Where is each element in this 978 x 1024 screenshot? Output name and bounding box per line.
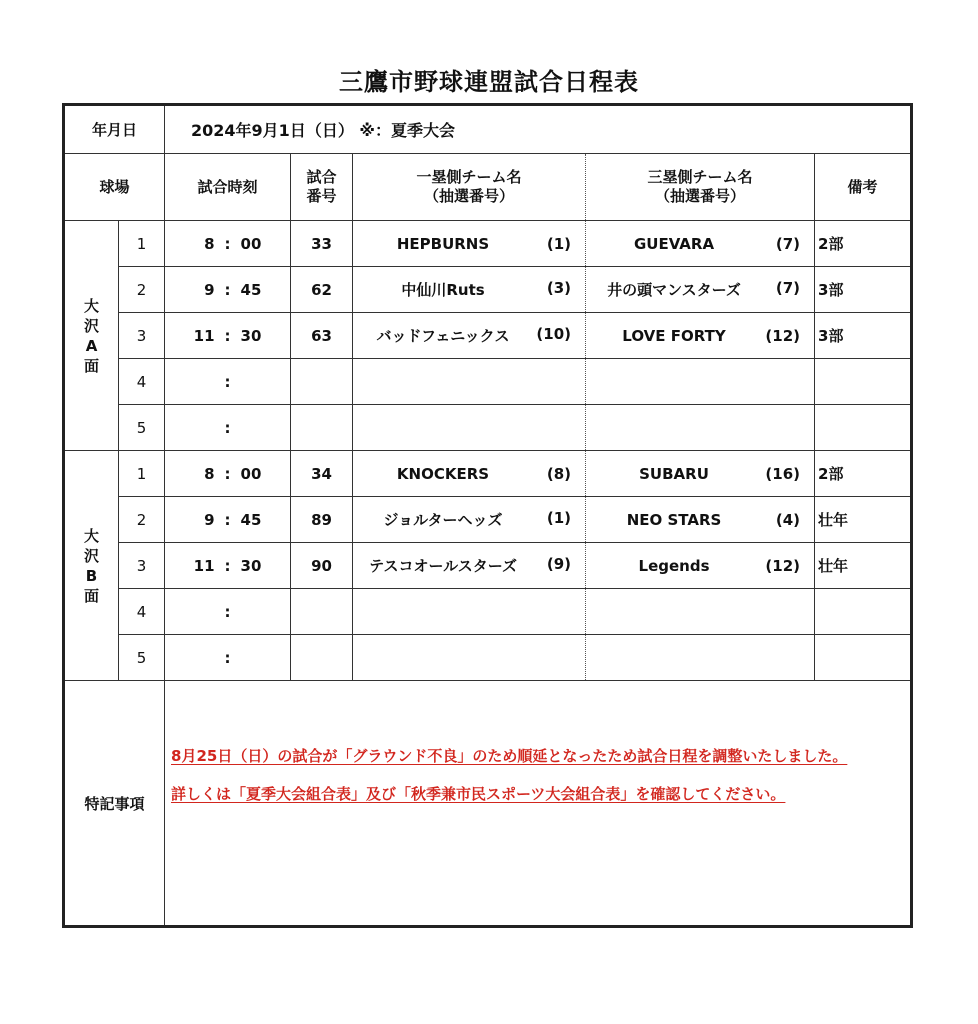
table-row — [64, 543, 912, 589]
game-time-separator: : — [224, 280, 231, 299]
third-base-team — [586, 313, 815, 359]
game-remark — [815, 635, 912, 681]
game-time — [165, 497, 291, 543]
court-name — [64, 451, 119, 681]
game-number — [291, 589, 353, 635]
schedule-table — [62, 103, 913, 928]
date-value: 2024年9月1日（日） ※：夏季大会 — [165, 105, 912, 154]
schedule-sheet — [62, 103, 910, 879]
game-remark — [815, 589, 912, 635]
first-base-team-name: ジョルターヘッズ — [383, 511, 503, 529]
game-time-separator: : — [224, 510, 231, 529]
game-time — [165, 221, 291, 267]
third-base-team-lot: (4) — [775, 510, 801, 529]
game-number: 90 — [291, 543, 353, 589]
table-row — [64, 313, 912, 359]
game-time-minute: 00 — [240, 234, 262, 253]
first-base-team-lot: (10) — [536, 325, 572, 343]
game-time — [165, 635, 291, 681]
game-time — [165, 405, 291, 451]
game-time-hour: 8 — [204, 234, 215, 253]
header-remarks: 備考 — [815, 154, 912, 221]
game-time-hour — [185, 649, 215, 667]
header-time: 試合時刻 — [165, 154, 291, 221]
first-base-team — [353, 543, 586, 589]
table-row — [64, 589, 912, 635]
first-base-team — [353, 635, 586, 681]
first-base-team — [353, 405, 586, 451]
table-row — [64, 267, 912, 313]
game-remark: 2部 — [815, 221, 912, 267]
game-slot-number: 4 — [119, 359, 165, 405]
court-name-char: 沢 — [83, 316, 99, 335]
game-time-separator: : — [224, 556, 231, 575]
game-number: 63 — [291, 313, 353, 359]
third-base-team — [586, 451, 815, 497]
game-time-hour: 8 — [204, 464, 215, 483]
third-base-team — [586, 221, 815, 267]
header-first-base-team-line2: （抽選番号） — [424, 187, 515, 205]
game-time-hour — [185, 373, 215, 391]
game-slot-number: 2 — [119, 497, 165, 543]
header-court: 球場 — [64, 154, 165, 221]
third-base-team-name: GUEVARA — [633, 234, 715, 253]
first-base-team — [353, 359, 586, 405]
game-time-minute: 30 — [240, 326, 262, 345]
game-slot-number: 1 — [119, 221, 165, 267]
court-name-char: 大 — [83, 296, 99, 315]
first-base-team — [353, 221, 586, 267]
notes-text — [165, 681, 912, 927]
game-time-minute — [241, 603, 271, 621]
third-base-team — [586, 359, 815, 405]
first-base-team-name: KNOCKERS — [396, 464, 490, 483]
third-base-team — [586, 543, 815, 589]
notes-label: 特記事項 — [64, 681, 165, 927]
game-time — [165, 543, 291, 589]
third-base-team — [586, 589, 815, 635]
table-row — [64, 497, 912, 543]
court-name-char: A — [85, 336, 98, 355]
game-time-separator: : — [224, 326, 231, 345]
game-time-hour: 9 — [204, 280, 215, 299]
game-time — [165, 267, 291, 313]
first-base-team-lot: (3) — [546, 279, 572, 297]
game-slot-number: 3 — [119, 313, 165, 359]
third-base-team-name: SUBARU — [639, 464, 709, 483]
table-row — [64, 405, 912, 451]
third-base-team — [586, 497, 815, 543]
third-base-team-lot: (16) — [765, 464, 801, 483]
third-base-team-name: LOVE FORTY — [622, 326, 726, 345]
game-time-separator: : — [224, 418, 231, 437]
third-base-team-lot: (7) — [775, 279, 801, 297]
game-remark: 壮年 — [815, 497, 912, 543]
game-slot-number: 2 — [119, 267, 165, 313]
first-base-team-name: 中仙川Ruts — [401, 281, 485, 299]
game-remark: 壮年 — [815, 543, 912, 589]
game-time — [165, 451, 291, 497]
court-name-char: 沢 — [83, 546, 99, 565]
game-time-hour — [185, 419, 215, 437]
court-name-char: 面 — [83, 586, 99, 605]
table-row — [64, 635, 912, 681]
game-time-separator: : — [224, 372, 231, 391]
game-number — [291, 635, 353, 681]
game-number: 33 — [291, 221, 353, 267]
game-time-minute — [241, 373, 271, 391]
header-first-base-team-line1: 一塁側チーム名 — [416, 168, 522, 186]
header-game-no: 試合番号 — [291, 154, 353, 221]
header-third-base-team-line2: （抽選番号） — [655, 187, 746, 205]
first-base-team — [353, 313, 586, 359]
game-number: 62 — [291, 267, 353, 313]
game-time — [165, 313, 291, 359]
first-base-team-lot: (1) — [546, 509, 572, 527]
first-base-team-lot: (1) — [546, 234, 572, 253]
first-base-team-lot: (8) — [546, 464, 572, 483]
first-base-team-name: バッドフェニックス — [376, 327, 510, 345]
game-time-minute: 45 — [240, 280, 262, 299]
third-base-team-name: Legends — [638, 556, 710, 575]
game-remark: 3部 — [815, 267, 912, 313]
game-number — [291, 405, 353, 451]
game-remark — [815, 359, 912, 405]
court-name-char: 大 — [83, 526, 99, 545]
game-time-minute: 00 — [240, 464, 262, 483]
game-time-separator: : — [224, 648, 231, 667]
game-time — [165, 359, 291, 405]
date-row — [64, 105, 912, 154]
first-base-team-lot: (9) — [546, 555, 572, 573]
header-first-base-team — [353, 154, 586, 221]
game-remark: 2部 — [815, 451, 912, 497]
game-slot-number: 4 — [119, 589, 165, 635]
game-time-hour: 9 — [204, 510, 215, 529]
game-slot-number: 5 — [119, 635, 165, 681]
table-row — [64, 359, 912, 405]
table-row — [64, 451, 912, 497]
game-time-minute: 30 — [240, 556, 262, 575]
notes-line-1: 8月25日（日）の試合が「グラウンド不良」のため順延となったため試合日程を調整いたしました。 — [171, 747, 848, 765]
game-time-minute: 45 — [240, 510, 262, 529]
third-base-team — [586, 405, 815, 451]
game-time-separator: : — [224, 602, 231, 621]
game-number: 89 — [291, 497, 353, 543]
game-time-hour: 11 — [193, 326, 215, 345]
game-remark — [815, 405, 912, 451]
game-time-hour — [185, 603, 215, 621]
header-row — [64, 154, 912, 221]
game-time-minute — [241, 419, 271, 437]
first-base-team — [353, 497, 586, 543]
first-base-team — [353, 267, 586, 313]
third-base-team-lot: (12) — [765, 326, 801, 345]
game-time-separator: : — [224, 464, 231, 483]
header-third-base-team — [586, 154, 815, 221]
third-base-team-name: NEO STARS — [626, 510, 722, 529]
third-base-team — [586, 267, 815, 313]
third-base-team-lot: (7) — [775, 234, 801, 253]
game-time-separator: : — [224, 234, 231, 253]
page-title: 三鷹市野球連盟試合日程表 — [339, 68, 639, 96]
game-time-hour: 11 — [193, 556, 215, 575]
game-slot-number: 5 — [119, 405, 165, 451]
first-base-team-name: テスコオールスターズ — [369, 557, 517, 575]
game-number: 34 — [291, 451, 353, 497]
table-row — [64, 221, 912, 267]
notes-row — [64, 681, 912, 927]
game-slot-number: 1 — [119, 451, 165, 497]
header-third-base-team-line1: 三塁側チーム名 — [647, 168, 753, 186]
third-base-team-lot: (12) — [765, 556, 801, 575]
first-base-team-name: HEPBURNS — [396, 234, 490, 253]
third-base-team — [586, 635, 815, 681]
notes-line-2: 詳しくは「夏季大会組合表」及び「秋季兼市民スポーツ大会組合表」を確認してください。 — [171, 785, 786, 803]
first-base-team — [353, 589, 586, 635]
game-time — [165, 589, 291, 635]
court-name — [64, 221, 119, 451]
court-name-char: 面 — [83, 356, 99, 375]
first-base-team — [353, 451, 586, 497]
game-time-minute — [241, 649, 271, 667]
court-name-char: B — [85, 566, 98, 585]
game-slot-number: 3 — [119, 543, 165, 589]
third-base-team-name: 井の頭マンスターズ — [607, 281, 741, 299]
date-label: 年月日 — [64, 105, 165, 154]
game-remark: 3部 — [815, 313, 912, 359]
game-number — [291, 359, 353, 405]
